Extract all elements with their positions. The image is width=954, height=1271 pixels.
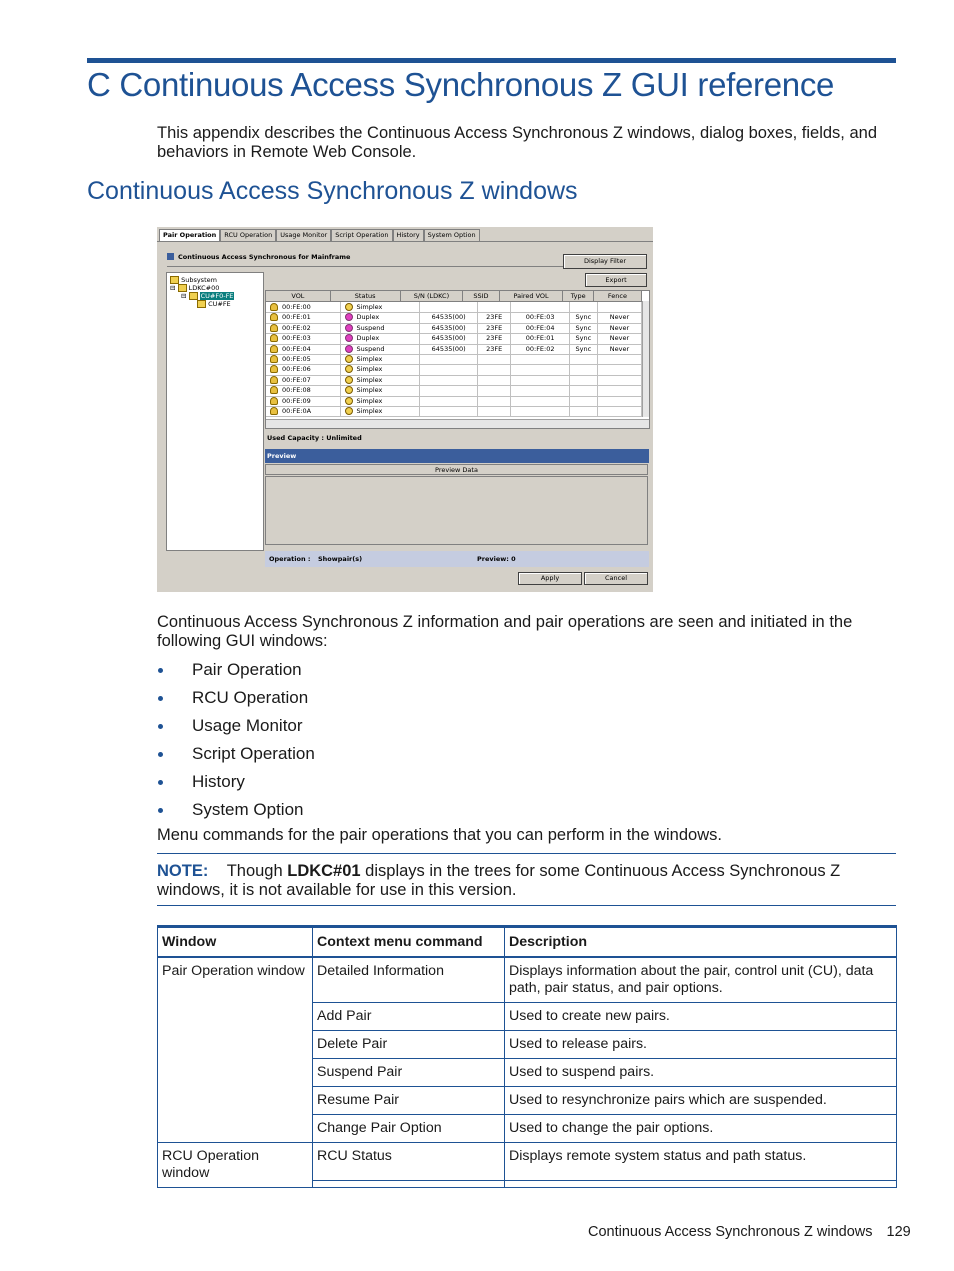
sn-cell bbox=[420, 364, 478, 374]
type-cell bbox=[570, 396, 598, 406]
tree-root[interactable]: Subsystem bbox=[170, 276, 217, 284]
ssid-cell bbox=[478, 375, 511, 385]
header-description: Description bbox=[505, 927, 897, 958]
table-row bbox=[158, 957, 897, 1003]
fence-cell bbox=[598, 375, 642, 385]
vol-cell: 00:FE:02 bbox=[266, 323, 341, 333]
vertical-scrollbar[interactable] bbox=[642, 301, 649, 417]
page-title: C Continuous Access Synchronous Z GUI reference bbox=[87, 66, 835, 103]
paired-vol-cell bbox=[511, 385, 570, 395]
pair-grid bbox=[265, 290, 650, 429]
volume-icon bbox=[270, 355, 278, 363]
status-icon bbox=[345, 303, 353, 311]
header-window: Window bbox=[158, 927, 313, 958]
section-title: Continuous Access Synchronous Z windows bbox=[87, 177, 578, 205]
bullet-icon bbox=[158, 724, 163, 729]
fence-cell: Never bbox=[598, 312, 642, 322]
paired-vol-cell bbox=[511, 396, 570, 406]
vol-cell: 00:FE:01 bbox=[266, 312, 341, 322]
volume-icon bbox=[270, 376, 278, 384]
status-icon bbox=[345, 324, 353, 332]
tree-cu[interactable]: CU#FE bbox=[197, 300, 231, 308]
col-ssid[interactable]: SSID bbox=[463, 291, 499, 301]
status-cell: Suspend bbox=[341, 344, 420, 354]
folder-icon bbox=[189, 292, 198, 300]
folder-icon bbox=[178, 284, 187, 292]
bullet-icon bbox=[158, 808, 163, 813]
list-item: Usage Monitor bbox=[157, 715, 315, 743]
type-cell: Sync bbox=[570, 312, 598, 322]
command-cell bbox=[313, 1181, 505, 1188]
note-label: NOTE: bbox=[157, 862, 209, 880]
list-item: System Option bbox=[157, 799, 315, 827]
used-capacity: Used Capacity : Unlimited bbox=[265, 430, 650, 446]
screenshot-tabs bbox=[159, 229, 480, 241]
type-cell bbox=[570, 364, 598, 374]
ssid-cell bbox=[478, 354, 511, 364]
pair-operation-panel bbox=[157, 241, 653, 592]
status-icon bbox=[345, 365, 353, 373]
sn-cell bbox=[420, 406, 478, 416]
vol-cell: 00:FE:00 bbox=[266, 302, 341, 312]
description-cell: Used to change the pair options. bbox=[505, 1115, 897, 1143]
status-icon bbox=[345, 345, 353, 353]
note-bold-ldkc: LDKC#01 bbox=[287, 862, 361, 880]
description-cell bbox=[505, 1181, 897, 1188]
vol-cell: 00:FE:07 bbox=[266, 375, 341, 385]
status-icon bbox=[345, 355, 353, 363]
sn-cell: 64535(00) bbox=[420, 344, 478, 354]
tab-pair-operation[interactable]: Pair Operation bbox=[159, 229, 220, 241]
tree-cu-range[interactable]: ⊟ CU#F0-FE bbox=[181, 292, 234, 300]
col-fence[interactable]: Fence bbox=[594, 291, 642, 301]
description-cell: Displays information about the pair, control unit (CU), data path, pair status, and pair options. bbox=[505, 957, 897, 1003]
paired-vol-cell bbox=[511, 302, 570, 312]
intro-paragraph: This appendix describes the Continuous Access Synchronous Z windows, dialog boxes, fields, and behaviors in Remote Web Console. bbox=[157, 124, 877, 161]
ssid-cell: 23FE bbox=[478, 312, 511, 322]
vol-cell: 00:FE:04 bbox=[266, 344, 341, 354]
list-item: Pair Operation bbox=[157, 659, 315, 687]
ssid-cell bbox=[478, 364, 511, 374]
volume-icon bbox=[270, 386, 278, 394]
command-cell: Add Pair bbox=[313, 1003, 505, 1031]
tab-system-option[interactable]: System Option bbox=[424, 229, 480, 241]
title-rule bbox=[87, 58, 896, 63]
windows-paragraph: Continuous Access Synchronous Z information and pair operations are seen and initiated in the following GUI windows: bbox=[157, 613, 853, 650]
status-cell: Simplex bbox=[341, 406, 420, 416]
table-header-row bbox=[158, 927, 897, 958]
vol-cell: 00:FE:03 bbox=[266, 333, 341, 343]
collapse-icon: ⊟ bbox=[170, 284, 176, 292]
command-cell: Detailed Information bbox=[313, 957, 505, 1003]
sn-cell bbox=[420, 375, 478, 385]
folder-icon bbox=[170, 276, 179, 284]
command-cell: Resume Pair bbox=[313, 1087, 505, 1115]
table-row bbox=[158, 1143, 897, 1181]
status-cell: Simplex bbox=[341, 302, 420, 312]
volume-icon bbox=[270, 365, 278, 373]
list-item: History bbox=[157, 771, 315, 799]
list-item: Script Operation bbox=[157, 743, 315, 771]
tab-rcu-operation[interactable]: RCU Operation bbox=[220, 229, 276, 241]
paired-vol-cell: 00:FE:04 bbox=[511, 323, 570, 333]
status-cell: Simplex bbox=[341, 354, 420, 364]
description-cell: Used to suspend pairs. bbox=[505, 1059, 897, 1087]
fence-cell bbox=[598, 406, 642, 416]
fence-cell bbox=[598, 385, 642, 395]
gui-screenshot bbox=[157, 227, 653, 592]
fence-cell: Never bbox=[598, 323, 642, 333]
status-cell: Duplex bbox=[341, 312, 420, 322]
type-cell bbox=[570, 385, 598, 395]
sn-cell: 64535(00) bbox=[420, 323, 478, 333]
page-number: 129 bbox=[886, 1224, 911, 1240]
sn-cell: 64535(00) bbox=[420, 312, 478, 322]
grid-row[interactable] bbox=[266, 406, 642, 417]
bullet-icon bbox=[158, 780, 163, 785]
status-cell: Simplex bbox=[341, 396, 420, 406]
col-status[interactable]: Status bbox=[331, 291, 401, 301]
command-cell: Change Pair Option bbox=[313, 1115, 505, 1143]
volume-icon bbox=[270, 303, 278, 311]
ssid-cell: 23FE bbox=[478, 323, 511, 333]
operation-value: Showpair(s) bbox=[318, 555, 363, 563]
status-icon bbox=[345, 376, 353, 384]
type-cell: Sync bbox=[570, 344, 598, 354]
paired-vol-cell bbox=[511, 375, 570, 385]
fence-cell: Never bbox=[598, 333, 642, 343]
preview-list bbox=[265, 476, 648, 545]
window-cell-rcu: RCU Operation window bbox=[158, 1143, 313, 1188]
type-cell bbox=[570, 406, 598, 416]
type-cell bbox=[570, 302, 598, 312]
vol-cell: 00:FE:0A bbox=[266, 406, 341, 416]
fence-cell bbox=[598, 364, 642, 374]
vol-cell: 00:FE:09 bbox=[266, 396, 341, 406]
preview-data-header: Preview Data bbox=[265, 464, 648, 475]
col-vol[interactable]: VOL bbox=[266, 291, 331, 301]
fence-cell: Never bbox=[598, 344, 642, 354]
volume-icon bbox=[270, 334, 278, 342]
paired-vol-cell: 00:FE:03 bbox=[511, 312, 570, 322]
status-icon bbox=[345, 313, 353, 321]
bullet-icon bbox=[158, 696, 163, 701]
export-button[interactable]: Export bbox=[585, 273, 647, 287]
panel-icon bbox=[167, 253, 174, 260]
description-cell: Displays remote system status and path status. bbox=[505, 1143, 897, 1181]
menu-commands-line: Menu commands for the pair operations that you can perform in the windows. bbox=[157, 826, 722, 844]
volume-icon bbox=[270, 407, 278, 415]
subsystem-tree[interactable] bbox=[166, 272, 264, 551]
display-filter-button[interactable]: Display Filter bbox=[563, 254, 647, 269]
tab-history[interactable]: History bbox=[393, 229, 424, 241]
volume-icon bbox=[270, 313, 278, 321]
tab-script-operation[interactable]: Script Operation bbox=[331, 229, 392, 241]
note-text-end: displays in the trees for some Continuous Access Synchronous Z windows, it is not available for use in this version. bbox=[157, 862, 841, 899]
list-item: RCU Operation bbox=[157, 687, 315, 715]
volume-icon bbox=[270, 324, 278, 332]
vol-cell: 00:FE:08 bbox=[266, 385, 341, 395]
vol-cell: 00:FE:05 bbox=[266, 354, 341, 364]
sn-cell bbox=[420, 385, 478, 395]
note-block bbox=[157, 862, 897, 900]
window-cell-pair: Pair Operation window bbox=[158, 957, 313, 1143]
note-rule-bottom bbox=[157, 905, 896, 906]
ssid-cell bbox=[478, 396, 511, 406]
status-icon bbox=[345, 334, 353, 342]
type-cell: Sync bbox=[570, 323, 598, 333]
paired-vol-cell: 00:FE:01 bbox=[511, 333, 570, 343]
sn-cell bbox=[420, 396, 478, 406]
status-cell: Simplex bbox=[341, 385, 420, 395]
command-cell: RCU Status bbox=[313, 1143, 505, 1181]
status-cell: Simplex bbox=[341, 364, 420, 374]
fence-cell bbox=[598, 396, 642, 406]
ssid-cell bbox=[478, 385, 511, 395]
paired-vol-cell bbox=[511, 364, 570, 374]
type-cell bbox=[570, 354, 598, 364]
col-type[interactable]: Type bbox=[563, 291, 593, 301]
paired-vol-cell bbox=[511, 406, 570, 416]
apply-button[interactable]: Apply bbox=[518, 572, 582, 585]
note-text-start: Though bbox=[226, 862, 288, 880]
footer-section: Continuous Access Synchronous Z windows bbox=[588, 1224, 873, 1240]
page-footer bbox=[588, 1224, 911, 1240]
description-cell: Used to release pairs. bbox=[505, 1031, 897, 1059]
header-command: Context menu command bbox=[313, 927, 505, 958]
vol-cell: 00:FE:06 bbox=[266, 364, 341, 374]
operation-bar bbox=[265, 551, 649, 567]
type-cell: Sync bbox=[570, 333, 598, 343]
status-icon bbox=[345, 407, 353, 415]
sn-cell bbox=[420, 302, 478, 312]
tab-usage-monitor[interactable]: Usage Monitor bbox=[276, 229, 331, 241]
command-cell: Delete Pair bbox=[313, 1031, 505, 1059]
grid-header bbox=[266, 291, 642, 302]
preview-header: Preview bbox=[265, 449, 649, 463]
command-cell: Suspend Pair bbox=[313, 1059, 505, 1087]
status-icon bbox=[345, 386, 353, 394]
description-cell: Used to create new pairs. bbox=[505, 1003, 897, 1031]
bullet-icon bbox=[158, 668, 163, 673]
collapse-icon: ⊟ bbox=[181, 292, 187, 300]
operation-label: Operation : bbox=[269, 555, 311, 563]
cancel-button[interactable]: Cancel bbox=[584, 572, 648, 585]
preview-count: Preview: 0 bbox=[477, 555, 516, 563]
ssid-cell bbox=[478, 406, 511, 416]
panel-title: Continuous Access Synchronous for Mainframe bbox=[178, 253, 351, 261]
col-sn[interactable]: S/N (LDKC) bbox=[401, 291, 464, 301]
folder-icon bbox=[197, 300, 206, 308]
paired-vol-cell bbox=[511, 354, 570, 364]
fence-cell bbox=[598, 354, 642, 364]
context-menu-table bbox=[157, 925, 897, 1188]
windows-list bbox=[157, 659, 315, 827]
note-rule-top bbox=[157, 853, 896, 854]
fence-cell bbox=[598, 302, 642, 312]
tree-ldkc[interactable]: ⊟ LDKC#00 bbox=[170, 284, 220, 292]
status-cell: Simplex bbox=[341, 375, 420, 385]
status-cell: Suspend bbox=[341, 323, 420, 333]
ssid-cell: 23FE bbox=[478, 344, 511, 354]
bullet-icon bbox=[158, 752, 163, 757]
sn-cell bbox=[420, 354, 478, 364]
horizontal-scrollbar[interactable] bbox=[266, 419, 649, 428]
type-cell bbox=[570, 375, 598, 385]
sn-cell: 64535(00) bbox=[420, 333, 478, 343]
paired-vol-cell: 00:FE:02 bbox=[511, 344, 570, 354]
volume-icon bbox=[270, 345, 278, 353]
status-icon bbox=[345, 397, 353, 405]
status-cell: Duplex bbox=[341, 333, 420, 343]
ssid-cell: 23FE bbox=[478, 333, 511, 343]
ssid-cell bbox=[478, 302, 511, 312]
col-paired-vol[interactable]: Paired VOL bbox=[500, 291, 564, 301]
description-cell: Used to resynchronize pairs which are suspended. bbox=[505, 1087, 897, 1115]
volume-icon bbox=[270, 397, 278, 405]
